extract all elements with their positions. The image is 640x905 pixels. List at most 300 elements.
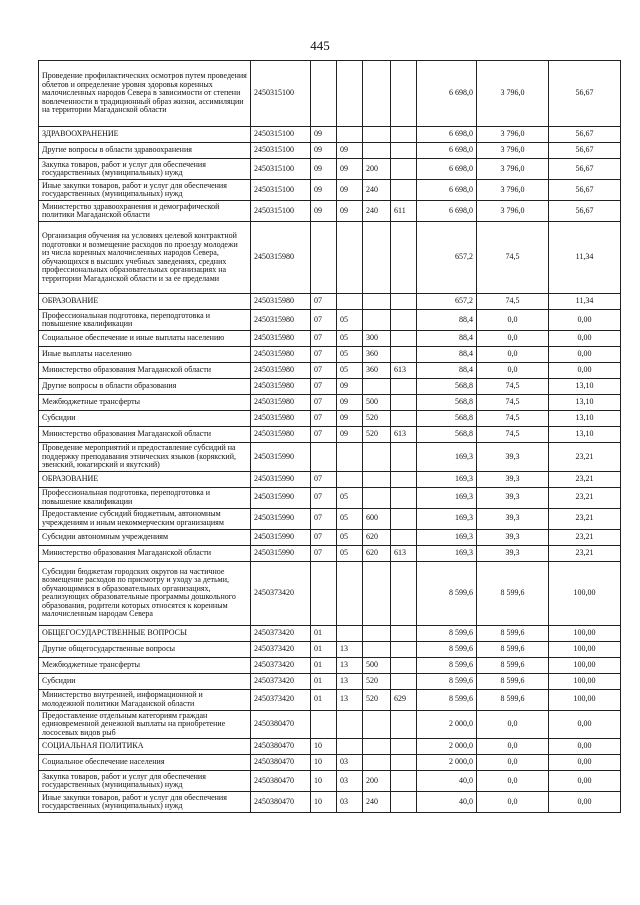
cell-adm: [391, 487, 417, 508]
cell-name: Иные закупки товаров, работ и услуг для обеспечения государственных (муниципальных) нужд: [39, 792, 251, 813]
cell-code: 2450315980: [251, 395, 311, 411]
cell-v1: 88,4: [417, 331, 477, 347]
cell-code: 2450315980: [251, 310, 311, 331]
cell-type: 300: [363, 331, 391, 347]
cell-sec: 07: [311, 379, 337, 395]
cell-pct: 23,21: [549, 508, 621, 529]
cell-type: 600: [363, 508, 391, 529]
cell-name: Социальное обеспечение и иные выплаты населению: [39, 331, 251, 347]
cell-v2: 3 796,0: [477, 159, 549, 180]
cell-name: Профессиональная подготовка, переподготовка и повышение квалификации: [39, 487, 251, 508]
cell-v1: 8 599,6: [417, 561, 477, 625]
cell-v1: 169,3: [417, 471, 477, 487]
cell-v2: 3 796,0: [477, 127, 549, 143]
table-row: [39, 739, 621, 755]
cell-code: 2450315990: [251, 508, 311, 529]
cell-code: 2450315100: [251, 127, 311, 143]
cell-sec: 07: [311, 363, 337, 379]
cell-sub: 09: [337, 379, 363, 395]
cell-code: 2450315990: [251, 545, 311, 561]
cell-pct: 0,00: [549, 331, 621, 347]
cell-pct: 23,21: [549, 545, 621, 561]
cell-sec: 09: [311, 159, 337, 180]
cell-type: 200: [363, 159, 391, 180]
cell-v1: 169,3: [417, 529, 477, 545]
cell-code: 2450315980: [251, 379, 311, 395]
cell-adm: [391, 331, 417, 347]
cell-sub: 09: [337, 411, 363, 427]
cell-sub: [337, 443, 363, 472]
cell-type: [363, 310, 391, 331]
cell-adm: [391, 180, 417, 201]
cell-pct: 13,10: [549, 427, 621, 443]
cell-name: Иные закупки товаров, работ и услуг для обеспечения государственных (муниципальных) нужд: [39, 180, 251, 201]
cell-name: Субсидии: [39, 673, 251, 689]
cell-type: 240: [363, 201, 391, 222]
cell-code: 2450315100: [251, 159, 311, 180]
table-row: [39, 331, 621, 347]
cell-sub: [337, 625, 363, 641]
cell-sub: 13: [337, 657, 363, 673]
cell-adm: [391, 508, 417, 529]
cell-sub: [337, 127, 363, 143]
cell-adm: [391, 411, 417, 427]
table-row: [39, 625, 621, 641]
cell-v2: 39,3: [477, 471, 549, 487]
cell-v1: 657,2: [417, 222, 477, 294]
cell-pct: 0,00: [549, 792, 621, 813]
cell-adm: [391, 347, 417, 363]
table-row: [39, 529, 621, 545]
cell-code: 2450373420: [251, 641, 311, 657]
cell-v2: 39,3: [477, 508, 549, 529]
cell-sec: 07: [311, 529, 337, 545]
cell-sub: 05: [337, 508, 363, 529]
cell-code: 2450373420: [251, 561, 311, 625]
cell-v1: 568,8: [417, 395, 477, 411]
cell-code: 2450373420: [251, 657, 311, 673]
cell-sub: 09: [337, 180, 363, 201]
cell-v2: 74,5: [477, 411, 549, 427]
cell-sec: 01: [311, 689, 337, 710]
cell-pct: 0,00: [549, 347, 621, 363]
cell-v2: 0,0: [477, 771, 549, 792]
cell-name: Другие вопросы в области образования: [39, 379, 251, 395]
cell-code: 2450380470: [251, 792, 311, 813]
cell-v2: 39,3: [477, 487, 549, 508]
cell-sub: 03: [337, 771, 363, 792]
cell-v1: 169,3: [417, 545, 477, 561]
cell-code: 2450315990: [251, 487, 311, 508]
cell-name: Другие общегосударственные вопросы: [39, 641, 251, 657]
cell-adm: [391, 61, 417, 127]
cell-v1: 6 698,0: [417, 127, 477, 143]
cell-adm: [391, 395, 417, 411]
cell-name: Закупка товаров, работ и услуг для обеспечения государственных (муниципальных) нужд: [39, 771, 251, 792]
cell-sec: 01: [311, 657, 337, 673]
cell-name: Предоставление отдельным категориям граждан единовременной денежной выплаты на приобретение лососевых видов рыб: [39, 710, 251, 739]
cell-name: Министерство здравоохранения и демографической политики Магаданской области: [39, 201, 251, 222]
cell-name: ОБЩЕГОСУДАРСТВЕННЫЕ ВОПРОСЫ: [39, 625, 251, 641]
cell-pct: 0,00: [549, 755, 621, 771]
cell-sub: [337, 61, 363, 127]
cell-name: Предоставление субсидий бюджетным, автономным учреждениям и иным некоммерческим организациям: [39, 508, 251, 529]
cell-v1: 6 698,0: [417, 143, 477, 159]
cell-name: Министерство образования Магаданской области: [39, 427, 251, 443]
cell-sec: 09: [311, 201, 337, 222]
cell-v2: 8 599,6: [477, 625, 549, 641]
cell-sub: 05: [337, 331, 363, 347]
cell-type: [363, 755, 391, 771]
table-row: [39, 395, 621, 411]
cell-v1: 169,3: [417, 487, 477, 508]
cell-code: 2450380470: [251, 771, 311, 792]
table-row: [39, 222, 621, 294]
cell-pct: 100,00: [549, 561, 621, 625]
cell-name: Закупка товаров, работ и услуг для обеспечения государственных (муниципальных) нужд: [39, 159, 251, 180]
cell-v2: 39,3: [477, 545, 549, 561]
cell-adm: [391, 222, 417, 294]
cell-type: [363, 379, 391, 395]
cell-type: [363, 222, 391, 294]
table-row: [39, 710, 621, 739]
cell-sub: 05: [337, 487, 363, 508]
cell-pct: 0,00: [549, 310, 621, 331]
cell-sec: [311, 561, 337, 625]
cell-pct: 56,67: [549, 143, 621, 159]
cell-type: [363, 143, 391, 159]
page-number: 445: [310, 38, 330, 53]
cell-adm: 611: [391, 201, 417, 222]
cell-v1: 40,0: [417, 771, 477, 792]
cell-sub: 05: [337, 310, 363, 331]
table-row: [39, 180, 621, 201]
cell-adm: 613: [391, 545, 417, 561]
cell-sub: 09: [337, 201, 363, 222]
cell-sec: 07: [311, 427, 337, 443]
cell-sub: [337, 222, 363, 294]
cell-code: 2450315100: [251, 201, 311, 222]
cell-v2: 3 796,0: [477, 61, 549, 127]
cell-code: 2450315100: [251, 143, 311, 159]
cell-type: [363, 641, 391, 657]
cell-name: Межбюджетные трансферты: [39, 657, 251, 673]
cell-v2: 8 599,6: [477, 657, 549, 673]
cell-pct: 0,00: [549, 363, 621, 379]
cell-pct: 13,10: [549, 379, 621, 395]
cell-sub: 09: [337, 427, 363, 443]
cell-v1: 169,3: [417, 443, 477, 472]
cell-v1: 8 599,6: [417, 689, 477, 710]
cell-sec: 01: [311, 625, 337, 641]
cell-v2: 8 599,6: [477, 689, 549, 710]
cell-v1: 2 000,0: [417, 710, 477, 739]
cell-v1: 657,2: [417, 294, 477, 310]
cell-adm: 613: [391, 363, 417, 379]
cell-v2: 3 796,0: [477, 201, 549, 222]
cell-name: Субсидии: [39, 411, 251, 427]
cell-sec: 07: [311, 310, 337, 331]
cell-v2: 74,5: [477, 294, 549, 310]
cell-pct: 56,67: [549, 180, 621, 201]
cell-v2: 0,0: [477, 739, 549, 755]
cell-pct: 56,67: [549, 61, 621, 127]
cell-adm: [391, 625, 417, 641]
cell-pct: 100,00: [549, 625, 621, 641]
cell-v1: 169,3: [417, 508, 477, 529]
cell-v2: 8 599,6: [477, 673, 549, 689]
cell-type: 520: [363, 427, 391, 443]
cell-code: 2450380470: [251, 710, 311, 739]
cell-adm: [391, 294, 417, 310]
cell-v1: 568,8: [417, 379, 477, 395]
cell-v2: 0,0: [477, 363, 549, 379]
cell-code: 2450315980: [251, 222, 311, 294]
cell-adm: [391, 561, 417, 625]
cell-sec: 09: [311, 143, 337, 159]
cell-sub: 05: [337, 545, 363, 561]
cell-adm: [391, 710, 417, 739]
cell-sec: 07: [311, 487, 337, 508]
cell-adm: [391, 529, 417, 545]
cell-sec: [311, 61, 337, 127]
cell-code: 2450315990: [251, 471, 311, 487]
cell-name: Организация обучения на условиях целевой контрактной подготовки и возмещение расходов по проезду молодежи из числа коренных малочисленных народов Севера, обучающихся в высших учебных заведениях, средних профессиональных образовательных организациях на территории Магаданской области и за ее пределами: [39, 222, 251, 294]
table-body: [39, 61, 621, 813]
cell-v2: 0,0: [477, 755, 549, 771]
cell-adm: [391, 771, 417, 792]
cell-type: [363, 561, 391, 625]
cell-v2: 39,3: [477, 529, 549, 545]
table-row: [39, 673, 621, 689]
cell-code: 2450315980: [251, 294, 311, 310]
table-row: [39, 159, 621, 180]
cell-v1: 88,4: [417, 347, 477, 363]
table-row: [39, 143, 621, 159]
cell-pct: 0,00: [549, 739, 621, 755]
cell-sec: 01: [311, 641, 337, 657]
cell-sec: [311, 222, 337, 294]
cell-name: Субсидии бюджетам городских округов на частичное возмещение расходов по присмотру и уходу за детьми, обучающимися в образовательных организациях, реализующих образовательные программы дошкольного образования, родители которых относятся к коренным малочисленным народам Севера: [39, 561, 251, 625]
cell-v2: 0,0: [477, 792, 549, 813]
cell-sub: [337, 739, 363, 755]
cell-code: 2450315980: [251, 427, 311, 443]
cell-code: 2450315100: [251, 61, 311, 127]
cell-name: Межбюджетные трансферты: [39, 395, 251, 411]
cell-adm: [391, 657, 417, 673]
cell-sec: 07: [311, 471, 337, 487]
cell-adm: [391, 310, 417, 331]
cell-code: 2450315980: [251, 363, 311, 379]
cell-type: 500: [363, 395, 391, 411]
cell-adm: [391, 127, 417, 143]
cell-type: [363, 739, 391, 755]
cell-sec: [311, 443, 337, 472]
cell-name: Министерство внутренней, информационной и молодежной политики Магаданской области: [39, 689, 251, 710]
cell-sub: [337, 710, 363, 739]
table-row: [39, 471, 621, 487]
cell-code: 2450373420: [251, 625, 311, 641]
cell-type: [363, 294, 391, 310]
cell-sub: [337, 294, 363, 310]
cell-adm: [391, 755, 417, 771]
cell-v1: 6 698,0: [417, 159, 477, 180]
cell-type: [363, 710, 391, 739]
cell-code: 2450315980: [251, 331, 311, 347]
cell-pct: 100,00: [549, 673, 621, 689]
cell-type: [363, 625, 391, 641]
cell-sec: 09: [311, 180, 337, 201]
cell-sub: 13: [337, 673, 363, 689]
cell-adm: [391, 379, 417, 395]
cell-sec: 07: [311, 294, 337, 310]
cell-pct: 100,00: [549, 689, 621, 710]
cell-sub: 03: [337, 755, 363, 771]
cell-type: [363, 443, 391, 472]
cell-code: 2450315100: [251, 180, 311, 201]
cell-pct: 100,00: [549, 641, 621, 657]
cell-type: 620: [363, 545, 391, 561]
cell-v1: 2 000,0: [417, 739, 477, 755]
cell-type: 240: [363, 180, 391, 201]
cell-adm: [391, 641, 417, 657]
cell-sub: [337, 471, 363, 487]
cell-name: Министерство образования Магаданской области: [39, 363, 251, 379]
cell-type: 200: [363, 771, 391, 792]
cell-v1: 568,8: [417, 411, 477, 427]
cell-name: СОЦИАЛЬНАЯ ПОЛИТИКА: [39, 739, 251, 755]
cell-adm: [391, 792, 417, 813]
cell-v1: 2 000,0: [417, 755, 477, 771]
cell-adm: 629: [391, 689, 417, 710]
cell-pct: 23,21: [549, 471, 621, 487]
cell-v2: 8 599,6: [477, 641, 549, 657]
cell-type: [363, 471, 391, 487]
cell-name: Другие вопросы в области здравоохранения: [39, 143, 251, 159]
cell-name: Проведение мероприятий и предоставление субсидий на поддержку преподавания этнических языков (корякский, эвенский, юкагирский и якутский): [39, 443, 251, 472]
cell-sec: 10: [311, 755, 337, 771]
table-row: [39, 641, 621, 657]
cell-adm: [391, 739, 417, 755]
cell-sec: 07: [311, 331, 337, 347]
cell-pct: 23,21: [549, 529, 621, 545]
cell-v1: 6 698,0: [417, 180, 477, 201]
cell-name: ОБРАЗОВАНИЕ: [39, 294, 251, 310]
cell-adm: [391, 443, 417, 472]
cell-adm: 613: [391, 427, 417, 443]
cell-sec: [311, 710, 337, 739]
cell-type: 520: [363, 411, 391, 427]
cell-sec: 07: [311, 395, 337, 411]
cell-type: 360: [363, 347, 391, 363]
cell-code: 2450315980: [251, 411, 311, 427]
table-row: [39, 755, 621, 771]
cell-code: 2450373420: [251, 673, 311, 689]
cell-sec: 10: [311, 771, 337, 792]
cell-name: Профессиональная подготовка, переподготовка и повышение квалификации: [39, 310, 251, 331]
cell-name: ОБРАЗОВАНИЕ: [39, 471, 251, 487]
cell-v1: 88,4: [417, 310, 477, 331]
cell-sub: 09: [337, 395, 363, 411]
cell-pct: 56,67: [549, 127, 621, 143]
cell-v1: 8 599,6: [417, 657, 477, 673]
cell-name: Социальное обеспечение населения: [39, 755, 251, 771]
cell-sec: 01: [311, 673, 337, 689]
cell-name: Иные выплаты населению: [39, 347, 251, 363]
cell-code: 2450373420: [251, 689, 311, 710]
cell-pct: 0,00: [549, 710, 621, 739]
cell-v2: 3 796,0: [477, 180, 549, 201]
cell-v2: 74,5: [477, 427, 549, 443]
cell-pct: 0,00: [549, 771, 621, 792]
cell-code: 2450315990: [251, 443, 311, 472]
cell-code: 2450315980: [251, 347, 311, 363]
cell-pct: 13,10: [549, 395, 621, 411]
cell-v2: 0,0: [477, 310, 549, 331]
cell-type: 360: [363, 363, 391, 379]
cell-sub: 05: [337, 529, 363, 545]
cell-name: ЗДРАВООХРАНЕНИЕ: [39, 127, 251, 143]
cell-name: Министерство образования Магаданской области: [39, 545, 251, 561]
cell-sec: 09: [311, 127, 337, 143]
cell-type: [363, 487, 391, 508]
cell-code: 2450380470: [251, 739, 311, 755]
table-row: [39, 545, 621, 561]
cell-type: 240: [363, 792, 391, 813]
cell-v2: 74,5: [477, 222, 549, 294]
cell-name: Проведение профилактических осмотров путем проведения облетов и определение уровня здоровья коренных малочисленных народов Севера в зависимости от степени вовлеченности в традиционный образ жизни, ассимиляции на территории Магаданской области: [39, 61, 251, 127]
cell-v2: 0,0: [477, 710, 549, 739]
table-row: [39, 427, 621, 443]
cell-sec: 07: [311, 411, 337, 427]
table-row: [39, 127, 621, 143]
cell-v2: 39,3: [477, 443, 549, 472]
cell-pct: 23,21: [549, 487, 621, 508]
table-row: [39, 487, 621, 508]
cell-pct: 56,67: [549, 159, 621, 180]
table-row: [39, 347, 621, 363]
cell-type: [363, 127, 391, 143]
cell-type: 620: [363, 529, 391, 545]
cell-sec: 10: [311, 792, 337, 813]
table-row: [39, 657, 621, 673]
cell-sec: 07: [311, 508, 337, 529]
cell-sub: 09: [337, 159, 363, 180]
budget-table: [38, 60, 621, 813]
cell-v1: 8 599,6: [417, 673, 477, 689]
table-row: [39, 201, 621, 222]
cell-v1: 568,8: [417, 427, 477, 443]
cell-v1: 40,0: [417, 792, 477, 813]
cell-sec: 10: [311, 739, 337, 755]
table-row: [39, 443, 621, 472]
table-row: [39, 771, 621, 792]
cell-v1: 6 698,0: [417, 61, 477, 127]
cell-pct: 56,67: [549, 201, 621, 222]
cell-pct: 23,21: [549, 443, 621, 472]
cell-adm: [391, 471, 417, 487]
cell-pct: 100,00: [549, 657, 621, 673]
cell-adm: [391, 159, 417, 180]
cell-type: 520: [363, 689, 391, 710]
cell-sub: 05: [337, 347, 363, 363]
table-row: [39, 363, 621, 379]
cell-sub: [337, 561, 363, 625]
cell-type: 520: [363, 673, 391, 689]
cell-sub: 13: [337, 689, 363, 710]
cell-v2: 74,5: [477, 379, 549, 395]
cell-sec: 07: [311, 545, 337, 561]
